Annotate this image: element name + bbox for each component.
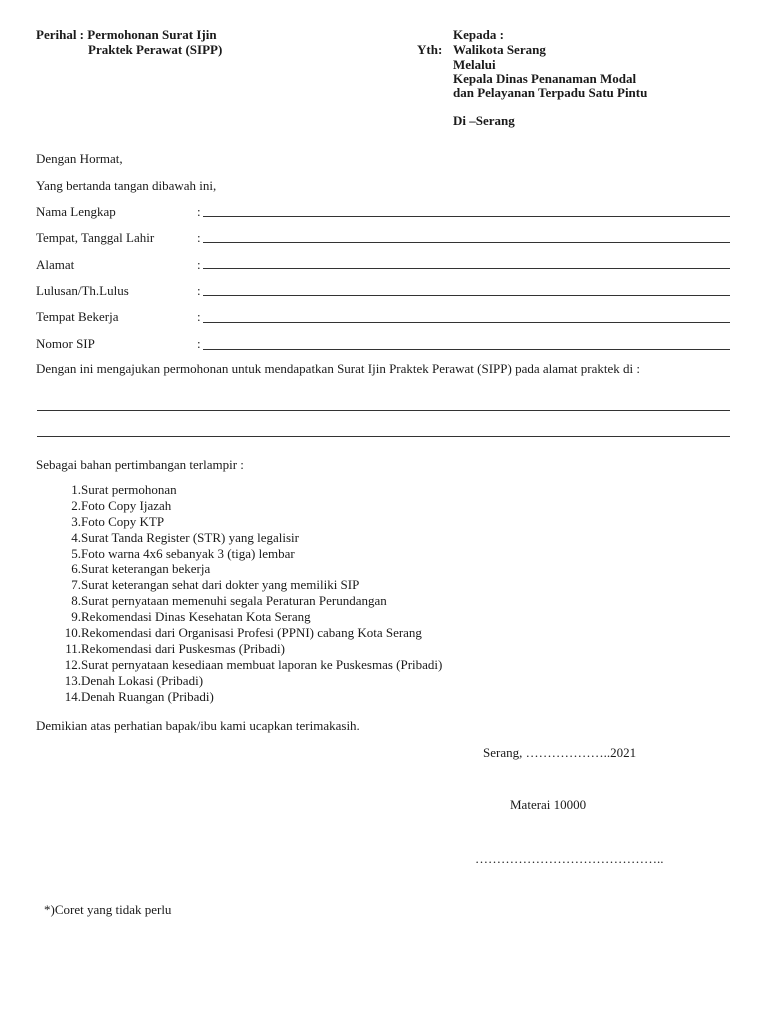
signature-line[interactable]: …………………………………….. xyxy=(475,851,664,866)
materai-label: Materai 10000 xyxy=(510,797,587,812)
list-text: Surat pernyataan memenuhi segala Peraturan Perundangan xyxy=(81,593,387,609)
list-item xyxy=(36,625,422,641)
kepala-dinas-line-1: Kepala Dinas Penanaman Modal xyxy=(453,71,637,86)
greeting: Dengan Hormat, xyxy=(36,151,123,166)
attachments-heading: Sebagai bahan pertimbangan terlampir : xyxy=(36,457,244,472)
place-date: Serang, ………………..2021 xyxy=(483,745,637,760)
list-text: Foto Copy KTP xyxy=(81,513,165,529)
list-number: 1. xyxy=(71,482,81,497)
footnote: *)Coret yang tidak perlu xyxy=(44,902,172,917)
field-label-tempat-bekerja: Tempat Bekerja xyxy=(36,309,119,324)
attachments-list xyxy=(36,482,443,704)
perihal-title: Perihal : Permohonan Surat Ijin xyxy=(36,27,217,42)
list-text: Surat Tanda Register (STR) yang legalisir xyxy=(81,529,299,545)
list-text: Surat keterangan sehat dari dokter yang memiliki SIP xyxy=(81,577,360,593)
list-item xyxy=(36,577,360,593)
list-text: Surat permohonan xyxy=(81,482,177,497)
list-item xyxy=(36,593,387,609)
list-text: Denah Lokasi (Pribadi) xyxy=(81,672,204,688)
yth-label: Yth: xyxy=(417,42,443,57)
list-number: 12. xyxy=(64,656,81,672)
tempat-tanggal-lahir-field[interactable] xyxy=(203,242,730,243)
recipient-name: Walikota Serang xyxy=(453,42,546,57)
list-text: Surat pernyataan kesediaan membuat laporan ke Puskesmas (Pribadi) xyxy=(81,656,443,672)
kepada-label: Kepada : xyxy=(453,27,504,42)
list-text: Rekomendasi dari Puskesmas (Pribadi) xyxy=(81,640,285,656)
field-colon: : xyxy=(197,336,201,351)
list-item xyxy=(36,688,214,705)
list-item xyxy=(36,609,311,625)
list-item xyxy=(36,561,211,577)
list-text: Foto warna 4x6 sebanyak 3 (tiga) lembar xyxy=(81,545,295,561)
list-number: 4. xyxy=(71,529,81,545)
closing-text: Demikian atas perhatian bapak/ibu kami ucapkan terimakasih. xyxy=(36,718,360,733)
intro-text: Yang bertanda tangan dibawah ini, xyxy=(36,178,217,193)
list-item xyxy=(36,656,443,673)
list-text: Rekomendasi Dinas Kesehatan Kota Serang xyxy=(81,609,311,625)
list-number: 5. xyxy=(71,545,81,561)
field-label-nomor-sip: Nomor SIP xyxy=(36,336,95,351)
perihal-subtitle: Praktek Perawat (SIPP) xyxy=(88,42,223,57)
field-colon: : xyxy=(197,257,201,272)
list-item xyxy=(36,497,172,514)
kepala-dinas-line-2: dan Pelayanan Terpadu Satu Pintu xyxy=(453,85,648,100)
field-colon: : xyxy=(197,204,201,219)
field-colon: : xyxy=(197,309,201,324)
list-number: 8. xyxy=(71,593,81,609)
field-label-ttl: Tempat, Tanggal Lahir xyxy=(36,230,155,245)
field-label-alamat: Alamat xyxy=(36,257,75,272)
list-item xyxy=(36,545,295,562)
list-item xyxy=(36,640,285,657)
list-number: 3. xyxy=(71,513,81,529)
list-text: Surat keterangan bekerja xyxy=(81,561,211,577)
list-text: Rekomendasi dari Organisasi Profesi (PPNI) cabang Kota Serang xyxy=(81,625,422,641)
list-number: 6. xyxy=(71,561,81,577)
field-colon: : xyxy=(197,230,201,245)
nomor-sip-field[interactable] xyxy=(203,349,730,350)
alamat-praktek-line-2[interactable] xyxy=(37,436,730,437)
list-item xyxy=(36,482,177,498)
list-number: 14. xyxy=(64,688,81,704)
list-number: 2. xyxy=(71,497,81,513)
list-item xyxy=(36,529,299,546)
tempat-bekerja-field[interactable] xyxy=(203,322,730,323)
list-item xyxy=(36,513,165,530)
alamat-praktek-line-1[interactable] xyxy=(37,410,730,411)
list-number: 10. xyxy=(64,625,81,641)
list-text: Foto Copy Ijazah xyxy=(81,497,172,513)
nama-lengkap-field[interactable] xyxy=(203,216,730,217)
list-item xyxy=(36,672,204,689)
field-colon: : xyxy=(197,283,201,298)
list-number: 7. xyxy=(71,577,81,593)
list-number: 13. xyxy=(64,672,81,688)
list-text: Denah Ruangan (Pribadi) xyxy=(81,688,214,704)
field-label-nama: Nama Lengkap xyxy=(36,204,116,219)
field-label-lulusan: Lulusan/Th.Lulus xyxy=(36,283,129,298)
melalui-label: Melalui xyxy=(453,57,496,72)
list-number: 9. xyxy=(71,609,81,625)
alamat-field[interactable] xyxy=(203,268,730,269)
request-paragraph: Dengan ini mengajukan permohonan untuk mendapatkan Surat Ijin Praktek Perawat (SIPP) pada alamat praktek di : xyxy=(36,361,640,376)
list-number: 11. xyxy=(65,640,81,656)
lulusan-field[interactable] xyxy=(203,295,730,296)
recipient-location: Di –Serang xyxy=(453,113,515,128)
